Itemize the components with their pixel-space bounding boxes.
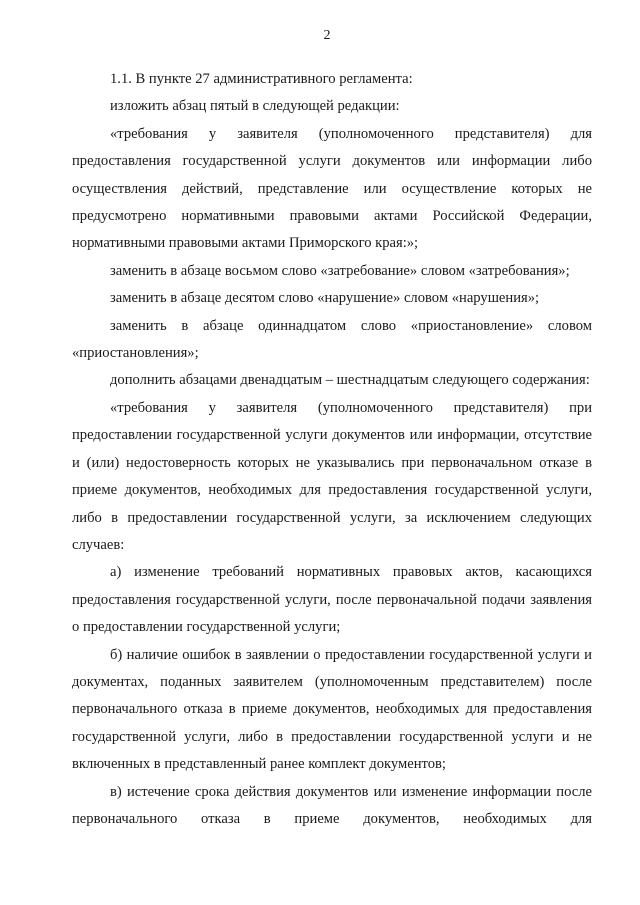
- paragraph-replace-tenth: заменить в абзаце десятом слово «нарушение» словом «нарушения»;: [110, 290, 540, 307]
- paragraph-case-v: в) истечение срока действия документов или изменение информации после первоначального отказа в приеме документов, необходимых для: [72, 783, 592, 827]
- document-body: [72, 66, 592, 833]
- paragraph-instruction-fifth: изложить абзац пятый в следующей редакции:: [110, 98, 400, 115]
- paragraph-quote-requirements: «требования у заявителя (уполномоченного представителя) для предоставления государственной услуги документов или информации либо осуществления действий, представление или осуществление которых не предусмотрено нормативными правовыми актами Российской Федерации, нормативными правовыми актами Приморского края:»;: [72, 125, 592, 252]
- paragraph-replace-eighth: заменить в абзаце восьмом слово «затребование» словом «затребования»;: [110, 262, 570, 279]
- paragraph-quote-requirements-2: «требования у заявителя (уполномоченного представителя) при предоставлении государственной услуги документов или информации, отсутствие и (или) недостоверность которых не указывались при первоначальном отказе в приеме документов, необходимых для предоставления государственной услуги, либо в предоставлении государственной услуги, за исключением следующих случаев:: [72, 399, 592, 553]
- paragraph-replace-eleventh: заменить в абзаце одиннадцатом слово «приостановление» словом «приостановления»;: [72, 317, 592, 362]
- page-number: 2: [323, 28, 331, 43]
- paragraph-case-b: б) наличие ошибок в заявлении о предоставлении государственной услуги и документах, поданных заявителем (уполномоченным представителем) после первоначального отказа в приеме документов, необходимых для предоставления государственной услуги, либо в предоставлении государственной услуги и не включенных в представленный ранее комплект документов;: [72, 646, 592, 773]
- paragraph-supplement: дополнить абзацами двенадцатым – шестнадцатым следующего содержания:: [110, 372, 590, 389]
- paragraph-case-a: а) изменение требований нормативных правовых актов, касающихся предоставления государственной услуги, после первоначальной подачи заявления о предоставлении государственной услуги;: [72, 564, 592, 636]
- paragraph-1-1: 1.1. В пункте 27 административного регламента:: [110, 71, 413, 87]
